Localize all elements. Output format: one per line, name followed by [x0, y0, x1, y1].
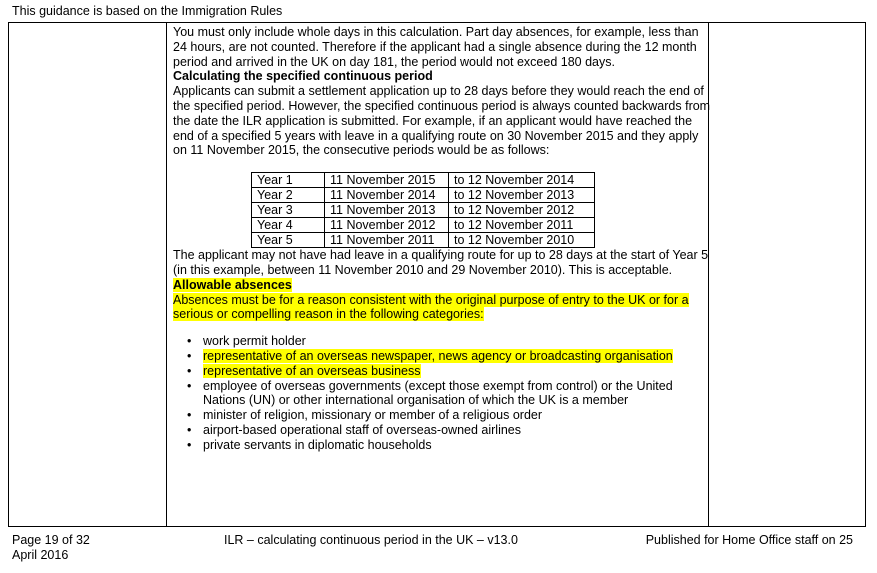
list-item-text: work permit holder	[203, 334, 306, 349]
table-row	[252, 218, 595, 233]
year-label: Year 1	[252, 173, 325, 188]
list-item	[203, 423, 713, 438]
list-item	[203, 408, 713, 423]
year-to: to 12 November 2011	[449, 218, 595, 233]
list-item	[203, 334, 713, 349]
year-to: to 12 November 2010	[449, 233, 595, 248]
paragraph-specified-period: Applicants can submit a settlement application up to 28 days before they would reach the end of the specified period. However, the specified continuous period is always counted backwards from the date the ILR application is submitted. For example, if an applicant would have reached the end of a specified 5 years with leave in a qualifying route on 30 November 2015 and they apply on 11 November 2015, the consecutive periods would be as follows:	[173, 84, 711, 158]
list-item	[203, 364, 713, 379]
running-header: This guidance is based on the Immigration Rules	[12, 4, 283, 18]
year-label: Year 5	[252, 233, 325, 248]
table-row	[252, 173, 595, 188]
guidance-text	[173, 25, 713, 453]
footer-document-title: ILR – calculating continuous period in the UK – v13.0	[224, 533, 518, 547]
year-from: 11 November 2011	[325, 233, 449, 248]
year-from: 11 November 2012	[325, 218, 449, 233]
list-item	[203, 379, 713, 409]
footer-published-note: Published for Home Office staff on 25	[645, 533, 853, 547]
highlighted-paragraph-text: Absences must be for a reason consistent with the original purpose of entry to the UK or for a serious or compelling reason in the following categories:	[173, 292, 689, 322]
table-row	[252, 188, 595, 203]
year-from: 11 November 2015	[325, 173, 449, 188]
list-item-text: private servants in diplomatic households	[203, 437, 432, 452]
highlighted-heading-text: Allowable absences	[173, 277, 292, 292]
page-number: Page 19 of 32	[12, 533, 90, 547]
column-divider-left	[166, 23, 167, 526]
year-label: Year 3	[252, 203, 325, 218]
year-to: to 12 November 2014	[449, 173, 595, 188]
footer-page-info	[12, 533, 90, 563]
table-row	[252, 203, 595, 218]
list-item-text: airport-based operational staff of overseas-owned airlines	[203, 422, 522, 437]
list-item-text: minister of religion, missionary or member of a religious order	[203, 408, 543, 423]
paragraph-absence-reasons	[173, 293, 713, 323]
list-item	[203, 438, 713, 453]
list-item-text-highlighted: representative of an overseas newspaper, news agency or broadcasting organisation	[203, 348, 673, 363]
table-row	[252, 233, 595, 248]
list-item	[203, 349, 713, 364]
publication-date: April 2016	[12, 548, 69, 562]
paragraph-whole-days: You must only include whole days in this calculation. Part day absences, for example, less than 24 hours, are not counted. Therefore if the applicant had a single absence during the 12 month period and arrived in the UK on day 181, the period would not exceed 180 days.	[173, 25, 699, 69]
years-table	[251, 172, 595, 248]
heading-allowable-absences	[173, 278, 713, 293]
year-to: to 12 November 2012	[449, 203, 595, 218]
year-to: to 12 November 2013	[449, 188, 595, 203]
paragraph-qualifying-route: The applicant may not have had leave in a qualifying route for up to 28 days at the start of Year 5 (in this example, between 11 November 2010 and 29 November 2010). This is acceptable.	[173, 248, 709, 277]
content-table	[8, 22, 866, 527]
list-item-text: employee of overseas governments (except those exempt from control) or the United Nations (UN) or other international organisation of which the UK is a member	[203, 378, 673, 408]
year-label: Year 4	[252, 218, 325, 233]
heading-specified-period: Calculating the specified continuous period	[173, 69, 433, 84]
year-label: Year 2	[252, 188, 325, 203]
list-item-text-highlighted: representative of an overseas business	[203, 363, 421, 378]
absence-categories-list	[173, 334, 713, 452]
year-from: 11 November 2014	[325, 188, 449, 203]
year-from: 11 November 2013	[325, 203, 449, 218]
